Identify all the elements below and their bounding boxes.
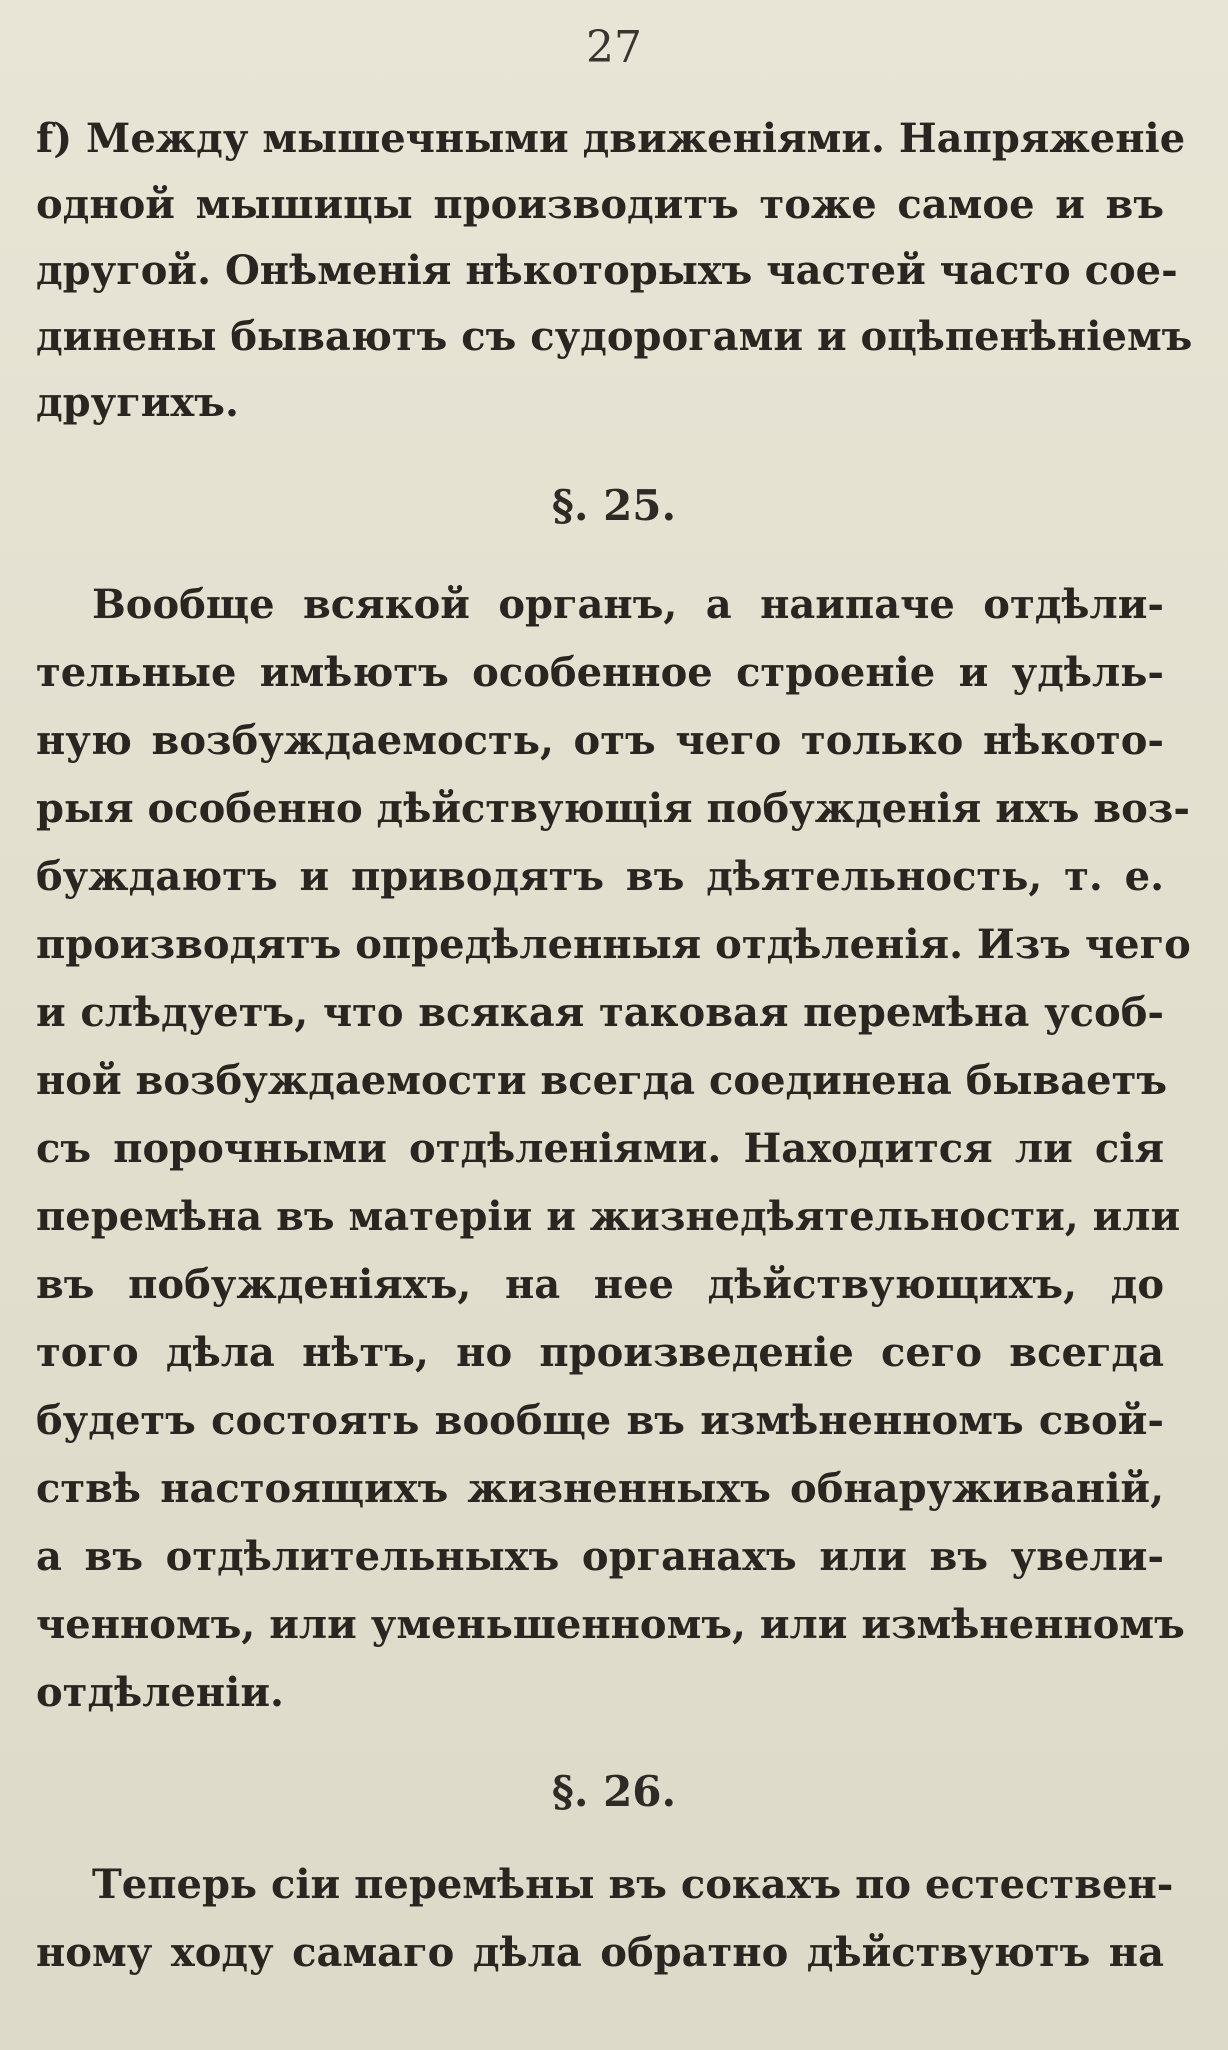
text-line: Вообще всякой органъ, а наипаче отдѣли- — [92, 581, 1164, 628]
text-line: динены бываютъ съ судорогами и оцѣпенѣніемъ — [36, 313, 1193, 360]
text-line: ствѣ настоящихъ жизненныхъ обнаруживаній, — [36, 1465, 1164, 1512]
text-line: перемѣна въ матеріи и жизнедѣятельности, или — [36, 1193, 1181, 1240]
text-line: того дѣла нѣтъ, но произведеніе сего всегда — [36, 1329, 1164, 1376]
text-line: въ побужденіяхъ, на нее дѣйствующихъ, до — [36, 1261, 1164, 1308]
section-heading: §. 25. — [551, 481, 677, 530]
text-line: а въ отдѣлительныхъ органахъ или въ увели- — [36, 1533, 1164, 1580]
page-number: 27 — [586, 22, 642, 73]
text-line: ченномъ, или уменьшенномъ, или измѣненномъ — [36, 1601, 1185, 1648]
text-line: съ порочными отдѣленіями. Находится ли сія — [36, 1125, 1164, 1172]
text-line: другихъ. — [36, 379, 239, 426]
text-line: отдѣленіи. — [36, 1669, 284, 1716]
text-line: f) Между мышечными движеніями. Напряженіе — [36, 115, 1186, 162]
text-line: производятъ опредѣленныя отдѣленія. Изъ чего — [36, 921, 1191, 968]
text-line: одной мышицы производитъ тоже самое и въ — [36, 181, 1164, 228]
section-heading: §. 26. — [551, 1767, 677, 1816]
text-line: другой. Онѣменія нѣкоторыхъ частей часто сое- — [36, 247, 1178, 294]
text-line: будетъ состоять вообще въ измѣненномъ свой- — [36, 1397, 1164, 1444]
text-line: буждаютъ и приводятъ въ дѣятельность, т. е. — [36, 853, 1164, 900]
text-line: ную возбуждаемость, отъ чего только нѣкото- — [36, 717, 1164, 764]
text-line: и слѣдуетъ, что всякая таковая перемѣна усоб- — [36, 989, 1164, 1036]
text-line: ной возбуждаемости всегда соединена бываетъ — [36, 1057, 1168, 1104]
text-line: рыя особенно дѣйствующія побужденія ихъ воз- — [36, 785, 1190, 832]
text-line: тельные имѣютъ особенное строеніе и удѣль- — [36, 649, 1164, 696]
text-line: ному ходу самаго дѣла обратно дѣйствуютъ на — [36, 1929, 1164, 1976]
text-line: Теперь сіи перемѣны въ сокахъ по естествен- — [92, 1861, 1174, 1908]
